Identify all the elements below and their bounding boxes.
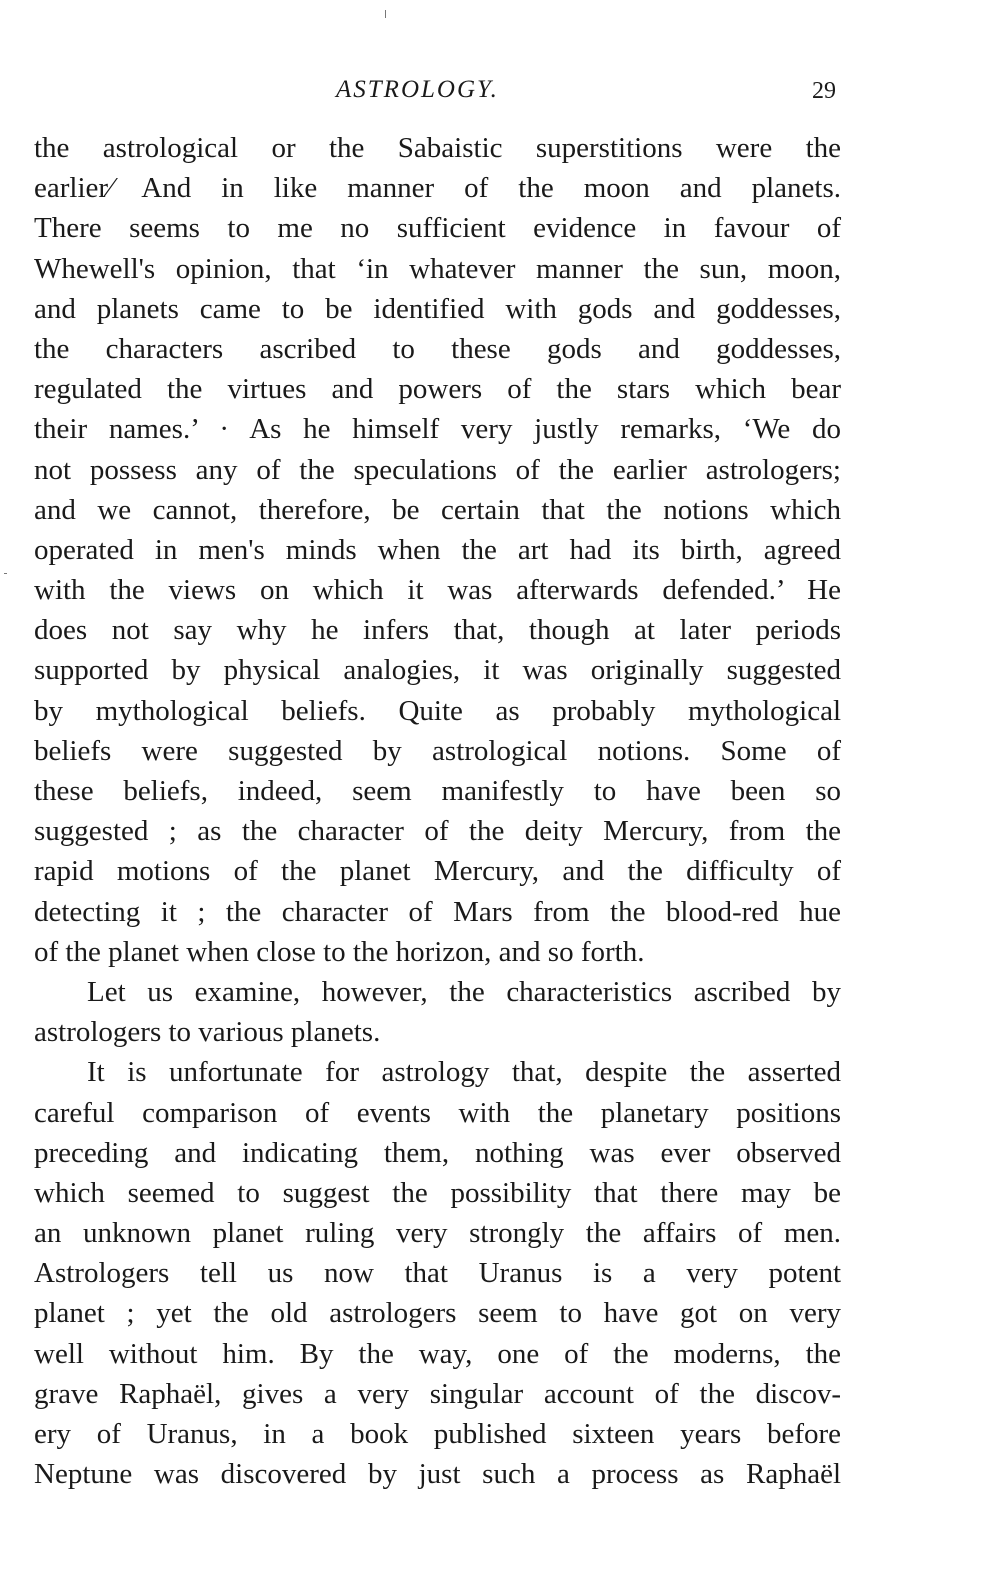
paragraph-start-line: It is unfortunate for astrology that, despite the asserted xyxy=(87,1056,841,1089)
text-line: an unknown planet ruling very strongly the affairs of men. xyxy=(34,1217,841,1250)
text-line: operated in men's minds when the art had its birth, agreed xyxy=(34,533,841,566)
text-line: Neptune was discovered by just such a process as Raphaël xyxy=(34,1458,841,1491)
text-line: preceding and indicating them, nothing was ever observed xyxy=(34,1136,841,1169)
text-line: careful comparison of events with the planetary positions xyxy=(34,1096,841,1129)
running-head xyxy=(0,76,1000,106)
text-line: by mythological beliefs. Quite as probably mythological xyxy=(34,694,841,727)
text-line: well without him. By the way, one of the moderns, the xyxy=(34,1337,841,1370)
text-line: with the views on which it was afterwards defended.’ He xyxy=(34,574,841,607)
paragraph-end-line: astrologers to various planets. xyxy=(34,1016,381,1049)
text-line: grave Raphaël, gives a very singular account of the discov- xyxy=(34,1377,841,1410)
paragraph-start-line: Let us examine, however, the characteristics ascribed by xyxy=(87,975,841,1008)
text-line: and planets came to be identified with gods and goddesses, xyxy=(34,292,841,325)
text-line: their names.’ · As he himself very justly remarks, ‘We do xyxy=(34,413,841,446)
text-line: earlier⁄ And in like manner of the moon and planets. xyxy=(34,172,841,205)
paragraph-end-line: of the planet when close to the horizon, and so forth. xyxy=(34,935,645,968)
text-line: and we cannot, therefore, be certain that the notions which xyxy=(34,493,841,526)
text-line: There seems to me no sufficient evidence in favour of xyxy=(34,212,841,245)
text-line: which seemed to suggest the possibility that there may be xyxy=(34,1176,841,1209)
body-text xyxy=(34,128,841,1494)
text-line: detecting it ; the character of Mars from the blood-red hue xyxy=(34,895,841,928)
page-number: 29 xyxy=(812,78,836,104)
text-line: regulated the virtues and powers of the stars which bear xyxy=(34,373,841,406)
text-line: ery of Uranus, in a book published sixteen years before xyxy=(34,1418,841,1450)
running-title: ASTROLOGY. xyxy=(336,76,499,103)
text-line: rapid motions of the planet Mercury, and the difficulty of xyxy=(34,855,841,888)
text-line: suggested ; as the character of the deity Mercury, from the xyxy=(34,815,841,848)
text-line: these beliefs, indeed, seem manifestly to have been so xyxy=(34,775,841,807)
scan-speck-left xyxy=(4,573,7,574)
text-line: does not say why he infers that, though at later periods xyxy=(34,614,841,647)
text-line: supported by physical analogies, it was originally suggested xyxy=(34,654,841,687)
text-line: the characters ascribed to these gods and goddesses, xyxy=(34,332,841,365)
text-line: Astrologers tell us now that Uranus is a very potent xyxy=(34,1257,841,1290)
text-line: Whewell's opinion, that ‘in whatever manner the sun, moon, xyxy=(34,252,841,285)
scan-speck-top xyxy=(385,10,386,18)
text-line: the astrological or the Sabaistic superstitions were the xyxy=(34,132,841,164)
text-line: planet ; yet the old astrologers seem to have got on very xyxy=(34,1297,841,1330)
text-line: not possess any of the speculations of the earlier astrologers; xyxy=(34,453,841,486)
text-line: beliefs were suggested by astrological notions. Some of xyxy=(34,734,841,767)
